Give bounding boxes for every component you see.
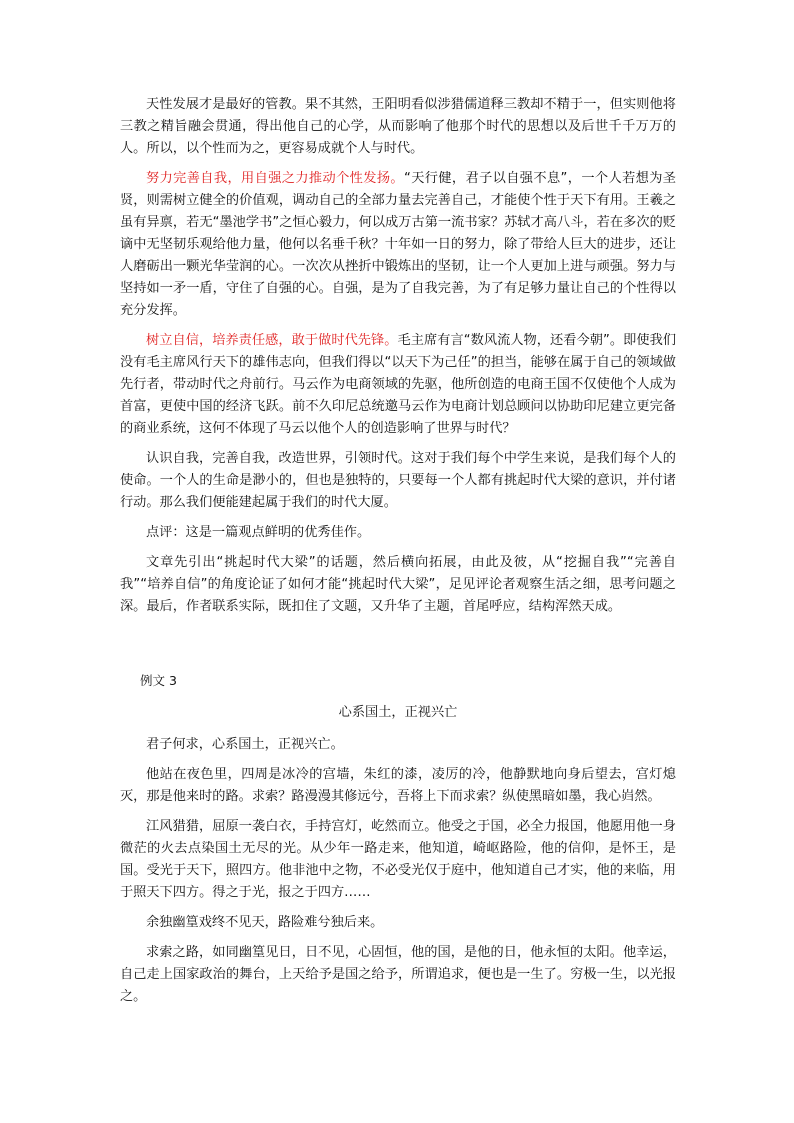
paragraph: 余独幽篁戏终不见天，路险难兮独后来。 xyxy=(146,915,384,930)
comment-heading xyxy=(120,522,676,544)
essay-title: 心系国土，正视兴亡 xyxy=(338,705,458,720)
paragraph-text: 点评：这是一篇观点鲜明的优秀佳作。 xyxy=(146,525,371,540)
section-gap xyxy=(120,626,676,670)
paragraph: 求索之路，如同幽篁见日，日不见，心固恒，他的国，是他的日，他永恒的太阳。他幸运，自己走上国家政治的舞台，上天给予是国之给予，所谓追求，便也是一生了。穷极一生，以光报之。 xyxy=(120,945,676,1004)
paragraph xyxy=(120,330,676,440)
paragraph: 君子何求，心系国土，正视兴亡。 xyxy=(146,737,344,752)
paragraph xyxy=(120,94,676,160)
paragraph-text: 毛主席有言“数风流人物，还看今朝”。即使我们没有毛主席风行天下的雄伟志向，但我们得以“以天下为己任”的担当，能够在属于自己的领域做先行者，带动时代之舟前行。马云作为电商领域的先驱，他所创造的电商王国不仅使他个人成为首富，更使中国的经济飞跃。前不久印尼总统邀马云作为电商计划总顾问以协助印尼建立更完备的商业系统，这何不体现了马云以他个人的创造影响了世界与时代？ xyxy=(120,333,677,436)
paragraph: 他站在夜色里，四周是冰冷的宫墙，朱红的漆，凌厉的冷，他静默地向身后望去，宫灯熄灭，那是他来时的路。求索？路漫漫其修远兮，吾将上下而求索？纵使黑暗如墨，我心岿然。 xyxy=(120,767,676,804)
section-lead: 努力完善自我，用自强之力推动个性发扬。 xyxy=(146,171,404,186)
comment-body xyxy=(120,552,676,618)
example-label: 例文 3 xyxy=(140,673,177,688)
section-lead: 树立自信，培养责任感，敢于做时代先锋。 xyxy=(146,333,398,348)
paragraph-text: 天性发展才是最好的管教。果不其然，王阳明看似涉猎儒道释三教却不精于一，但实则他将三教之精旨融会贯通，得出他自己的心学，从而影响了他那个时代的思想以及后世千千万万的人。所以，以个性而为之，更容易成就个人与时代。 xyxy=(120,97,676,156)
paragraph-text: 认识自我，完善自我，改造世界，引领时代。这对于我们每个中学生来说，是我们每个人的使命。一个人的生命是渺小的，但也是独特的，只要每一个人都有挑起时代大梁的意识，并付诸行动。那么我们便能建起属于我们的时代大厦。 xyxy=(120,451,676,510)
paragraph xyxy=(120,168,676,322)
paragraph xyxy=(120,448,676,514)
paragraph-text: 文章先引出“挑起时代大梁”的话题，然后横向拓展，由此及彼，从“挖掘自我”“完善自我”“培养自信”的角度论证了如何才能“挑起时代大梁”，足见评论者观察生活之细，思考问题之深。最后，作者联系实际，既扣住了文题，又升华了主题，首尾呼应，结构浑然天成。 xyxy=(120,555,676,614)
document-page xyxy=(120,94,676,1016)
paragraph: 江风猎猎，屈原一袭白衣，手持宫灯，屹然而立。他受之于国，必全力报国，他愿用他一身微茫的火去点染国土无尽的光。从少年一路走来，他知道，崎岖路险，他的信仰，是怀王，是国。受光于天下，照四方。他非池中之物，不必受光仅于庭中，他知道自己才实，他的来临，用于照天下四方。得之于光，报之于四方…… xyxy=(120,819,676,900)
paragraph-text: “天行健，君子以自强不息”，一个人若想为圣贤，则需树立健全的价值观，调动自己的全部力量去完善自己，才能使个性于天下有用。王羲之虽有异禀，若无“墨池学书”之恒心毅力，何以成万古第一流书家？苏轼才高八斗，若在多次的贬谪中无坚韧乐观给他力量，他何以名垂千秋？十年如一日的努力，除了带给人巨大的进步，还让人磨砺出一颗光华莹润的心。一次次从挫折中锻炼出的坚韧，让一个人更加上进与顽强。努力与坚持如一矛一盾，守住了自强的心。自强，是为了自我完善，为了有足够力量让自己的个性得以充分发挥。 xyxy=(120,171,676,318)
